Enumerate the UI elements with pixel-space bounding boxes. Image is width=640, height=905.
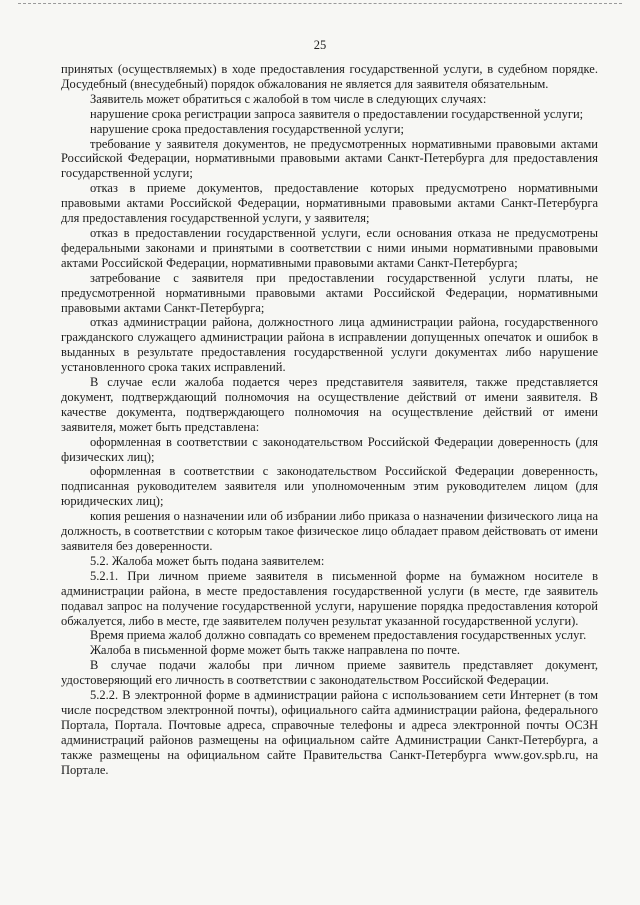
paragraph: отказ в приеме документов, предоставление которых предусмотрено нормативными правовыми актами Российской Федерации, нормативными правовыми актами Санкт-Петербурга для предоставления государственной услуги, у заявителя; [61, 181, 598, 226]
paragraph: Время приема жалоб должно совпадать со временем предоставления государственных услуг. [90, 628, 587, 643]
paragraph: 5.2. Жалоба может быть подана заявителем: [90, 553, 325, 568]
page-number: 25 [313, 38, 327, 52]
scan-edge-line [18, 3, 622, 4]
paragraph: копия решения о назначении или об избрании либо приказа о назначении физического лица на должность, в соответствии с которым такое физическое лицо обладает правом действовать от имени заявителя без доверенности. [61, 509, 598, 553]
paragraph: затребование с заявителя при предоставлении государственной услуги платы, не предусмотренной нормативными правовыми актами Российской Федерации, нормативными правовыми актами Санкт-Петербурга; [61, 270, 598, 315]
paragraph: В случае подачи жалобы при личном приеме заявитель представляет документ, удостоверяющий его личность в соответствии с законодательством Российской Федерации. [61, 658, 598, 688]
paragraph: требование у заявителя документов, не предусмотренных нормативными правовыми актами Российской Федерации, нормативными правовыми актами Санкт-Петербурга для предоставления государственной услуги; [61, 136, 598, 181]
paragraph: отказ в предоставлении государственной услуги, если основания отказа не предусмотрены федеральными законами и принятыми в соответствии с ними иными нормативными правовыми актами Российской Федерации, нормативными правовыми актами Санкт-Петербурга; [61, 225, 598, 270]
paragraph: принятых (осуществляемых) в ходе предоставления государственной услуги, в судебном порядке. Досудебный (внесудебный) порядок обжалования не является для заявителя обязательным. [61, 62, 598, 91]
paragraph: нарушение срока предоставления государственной услуги; [90, 121, 404, 136]
paragraph: оформленная в соответствии с законодательством Российской Федерации доверенность (для физических лиц); [61, 434, 598, 464]
paragraph: нарушение срока регистрации запроса заявителя о предоставлении государственной услуги; [90, 106, 584, 121]
paragraph: Заявитель может обратиться с жалобой в том числе в следующих случаях: [90, 91, 487, 106]
paragraph: Жалоба в письменной форме может быть также направлена по почте. [90, 643, 461, 658]
paragraph: оформленная в соответствии с законодательством Российской Федерации доверенность, подписанная руководителем заявителя или уполномоченным этим руководителем лицом (для юридических лиц); [61, 464, 598, 509]
paragraph: 5.2.2. В электронной форме в администрации района с использованием сети Интернет (в том числе посредством электронной почты), официального сайта администрации района, федерального Портала, Портала. Почтовые адреса, справочные телефоны и адреса электронной почты ОСЗН администраций районов размещены на официальном сайте Администрации Санкт-Петербурга, а также размещены на официальном сайте Правительства Санкт-Петербурга www.gov.spb.ru, на Портале. [61, 688, 598, 777]
paragraph: В случае если жалоба подается через представителя заявителя, также представляется документ, подтверждающий полномочия на осуществление действий от имени заявителя. В качестве документа, подтверждающего полномочия на осуществление действий от имени заявителя, может быть представлена: [61, 375, 598, 434]
document-body [61, 62, 598, 778]
paragraph: отказ администрации района, должностного лица администрации района, государственного гражданского служащего администрации района в исправлении допущенных опечаток и ошибок в выданных в результате предоставления государственной услуги документах либо нарушение установленного срока таких исправлений. [61, 315, 598, 375]
paragraph: 5.2.1. При личном приеме заявителя в письменной форме на бумажном носителе в администрации района, в месте предоставления государственной услуги (в месте, где заявитель подавал запрос на получение государственной услуги, нарушение порядка предоставления которой обжалуется, либо в месте, где заявителем получен результат указанной государственной услуги). [61, 568, 598, 628]
